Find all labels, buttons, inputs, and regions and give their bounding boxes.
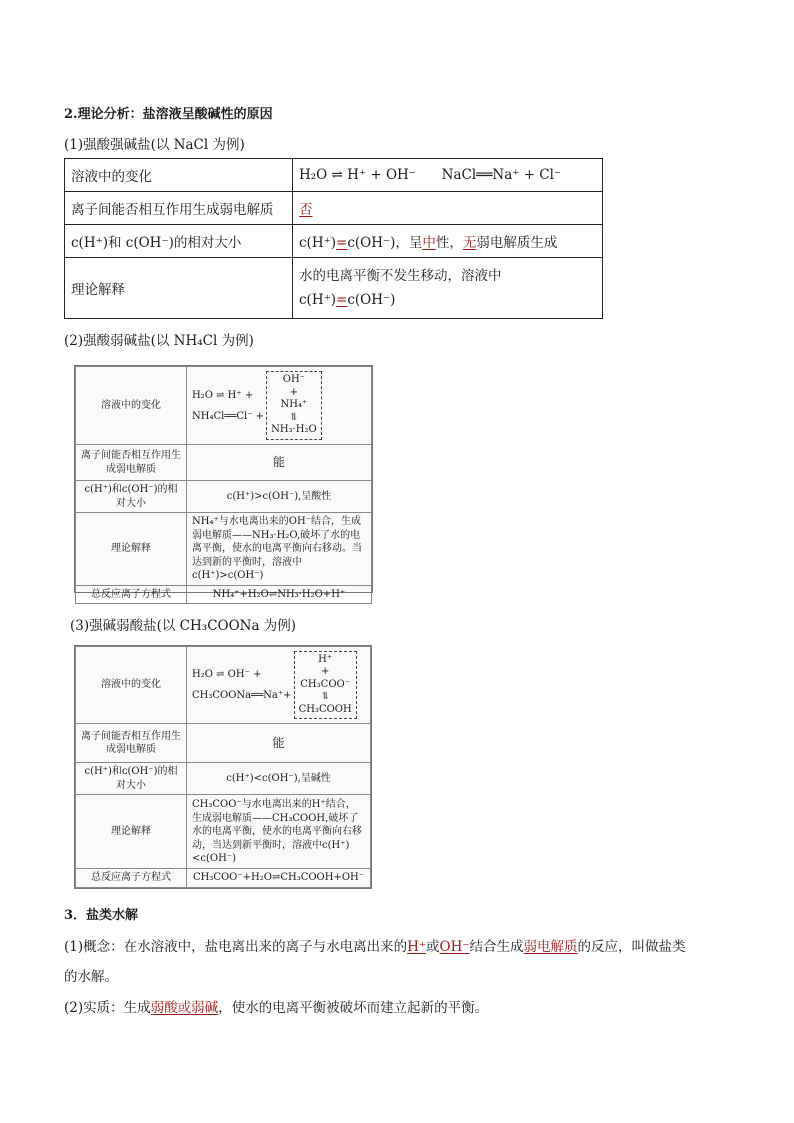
equation-group xyxy=(192,385,264,427)
table-row xyxy=(65,192,603,225)
plus: + xyxy=(289,386,299,398)
ion: NH₄⁺ xyxy=(280,399,308,411)
product: CH₃COOH xyxy=(298,703,352,715)
row-label: c(H⁺)和c(OH⁻)的相对大小 xyxy=(76,762,187,795)
table-row xyxy=(65,159,603,192)
row-value xyxy=(187,367,372,445)
text: 的水解。 xyxy=(64,969,118,985)
text: 水的电离平衡不发生移动，溶液中 c(H⁺) xyxy=(299,267,502,308)
text: 结合生成 xyxy=(469,939,524,955)
table-row xyxy=(76,513,372,586)
dashed-box xyxy=(266,371,322,440)
table-image-ch3coona xyxy=(74,645,372,889)
text: (1)概念：在水溶液中，盐电离出来的离子与水电离出来的 xyxy=(64,939,408,955)
answer: 中 xyxy=(422,235,436,251)
answer: OH⁻ xyxy=(439,939,470,955)
table-row xyxy=(76,762,371,795)
row-value xyxy=(187,647,371,724)
row-value xyxy=(293,192,603,225)
section-title: 2.理论分析：盐溶液呈酸碱性的原因 xyxy=(64,107,273,122)
row-label: 理论解释 xyxy=(65,258,293,319)
row-label: 离子间能否相互作用生成弱电解质 xyxy=(76,445,187,481)
row-label: c(H⁺)和c(OH⁻)的相对大小 xyxy=(76,481,187,513)
text: c(OH⁻) xyxy=(347,292,396,308)
text: 性， xyxy=(435,235,463,251)
row-label: 溶液中的变化 xyxy=(76,647,187,724)
subheading-2: (2)强酸弱碱盐(以 NH₄Cl 为例) xyxy=(64,333,254,349)
answer: H⁺ xyxy=(407,939,427,955)
row-value: NH₄⁺+H₂O⇌NH₃·H₂O+H⁺ xyxy=(187,585,372,604)
row-label: c(H⁺)和 c(OH⁻)的相对大小 xyxy=(65,225,293,258)
row-value: NH₄⁺与水电离出来的OH⁻结合，生成弱电解质——NH₃·H₂O,破坏了水的电离平衡，使水的电离平衡向右移动。当达到新的平衡时，溶液中c(H⁺)>c(OH⁻) xyxy=(187,513,372,586)
table-image-nh4cl xyxy=(74,365,373,600)
table-row xyxy=(76,445,372,481)
row-label: 离子间能否相互作用生成弱电解质 xyxy=(76,724,187,763)
equation-group xyxy=(192,664,292,706)
table-row xyxy=(65,225,603,258)
equation: H₂O ⇌ H⁺ + OH⁻ xyxy=(299,167,416,183)
row-value: 能 xyxy=(187,724,371,763)
text: 或 xyxy=(426,939,440,955)
dashed-box xyxy=(294,651,357,720)
text: (2)实质：生成 xyxy=(64,1000,151,1016)
row-label: 离子间能否相互作用生成弱电解质 xyxy=(65,192,293,225)
text: c(OH⁻)，呈 xyxy=(347,235,423,251)
row-label: 溶液中的变化 xyxy=(65,159,293,192)
row-value xyxy=(293,225,603,258)
ion: H⁺ xyxy=(318,653,333,665)
table-row xyxy=(76,647,371,724)
row-label: 溶液中的变化 xyxy=(76,367,187,445)
row-label: 理论解释 xyxy=(76,795,187,869)
row-value: CH₃COO⁻+H₂O⇌CH₃COOH+OH⁻ xyxy=(187,869,371,888)
equation: H₂O ⇌ H⁺ + xyxy=(192,389,254,401)
equation: H₂O ⇌ OH⁻ + xyxy=(192,669,262,681)
answer: 否 xyxy=(299,202,313,218)
ion: OH⁻ xyxy=(282,374,305,386)
subheading-3: (3)强碱弱酸盐(以 CH₃COONa 为例) xyxy=(70,618,297,634)
equilibrium-arrow-icon: ⥮ xyxy=(289,411,299,423)
equation: CH₃COONa══Na⁺+ xyxy=(192,690,292,702)
ion: CH₃COO⁻ xyxy=(300,678,350,690)
equation: NaCl══Na⁺ + Cl⁻ xyxy=(441,167,562,183)
paragraph-essence xyxy=(64,996,488,1016)
row-value: c(H⁺)>c(OH⁻),呈酸性 xyxy=(187,481,372,513)
table-row xyxy=(76,869,371,888)
table-row xyxy=(76,585,372,604)
table-row xyxy=(76,367,372,445)
subheading-1: (1)强酸强碱盐(以 NaCl 为例) xyxy=(64,137,245,153)
row-value xyxy=(293,258,603,319)
text: ，使水的电离平衡被破坏而建立起新的平衡。 xyxy=(218,1000,489,1016)
answer: 弱电解质 xyxy=(523,939,578,955)
text: 弱电解质生成 xyxy=(476,235,558,251)
row-value xyxy=(293,159,603,192)
table-strong-acid-strong-base xyxy=(64,158,603,319)
text: c(H⁺) xyxy=(299,235,336,251)
row-value: CH₃COO⁻与水电离出来的H⁺结合，生成弱电解质——CH₃COOH,破坏了水的电离平衡，使水的电离平衡向右移动，当达到新平衡时，溶液中c(H⁺)<c(OH⁻) xyxy=(187,795,371,869)
paragraph-concept xyxy=(64,932,744,992)
row-value: c(H⁺)<c(OH⁻),呈碱性 xyxy=(187,762,371,795)
answer: = xyxy=(336,235,348,251)
table-row xyxy=(76,724,371,763)
table-row xyxy=(76,481,372,513)
equilibrium-arrow-icon: ⥮ xyxy=(320,691,330,703)
equation: NH₄Cl══Cl⁻ + xyxy=(192,410,265,422)
answer: 无 xyxy=(462,235,477,251)
row-value: 能 xyxy=(187,445,372,481)
table-row xyxy=(76,795,371,869)
row-label: 理论解释 xyxy=(76,513,187,586)
row-label: 总反应离子方程式 xyxy=(76,585,187,604)
answer: 弱酸或弱碱 xyxy=(150,1000,219,1016)
product: NH₃·H₂O xyxy=(271,424,317,436)
table-row xyxy=(65,258,603,319)
section-title: 3．盐类水解 xyxy=(64,908,139,923)
row-label: 总反应离子方程式 xyxy=(76,869,187,888)
answer: = xyxy=(336,292,348,308)
plus: + xyxy=(320,666,330,678)
text: 的反应，叫做盐类 xyxy=(577,939,686,955)
